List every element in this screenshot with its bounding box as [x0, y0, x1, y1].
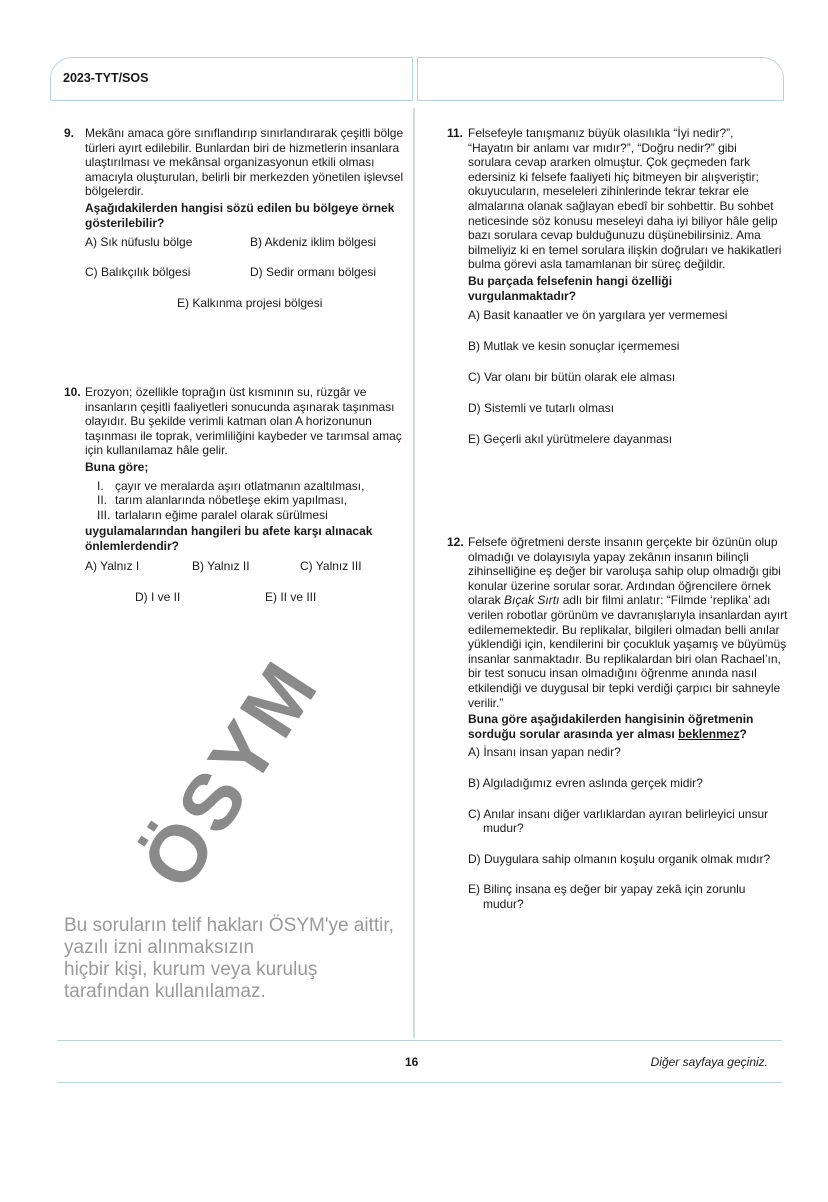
option-b[interactable]: B) Mutlak ve kesin sonuçlar içermemesi	[468, 339, 680, 354]
question-stem: uygulamalarından hangileri bu afete karşı alınacak önlemlerdendir?	[85, 524, 373, 553]
statement-item	[97, 479, 404, 494]
statement-text: tarlaların eğime paralel olarak sürülmesi	[115, 507, 328, 522]
question-text: Erozyon; özellikle toprağın üst kısmının su, rüzgâr ve insanların çeşitli faaliyetleri sonucunda aşınarak taşınması olayıdır. Bu şekilde verimli katman olan A horizonunun taşınması ile toprak, verimliliğini kaybeder ve tarımsal amaç için kullanılamaz hâle gelir.	[85, 385, 402, 458]
question-stem	[468, 712, 797, 741]
question-number: 9.	[64, 126, 75, 140]
options-list	[468, 745, 797, 911]
option-c[interactable]: C) Var olanı bir bütün olarak ele alması	[468, 370, 676, 385]
statement-text: çayır ve meralarda aşırı otlatmanın azaltılması,	[115, 478, 365, 493]
option-c[interactable]: C) Anılar insanı diğer varlıklardan ayıran belirleyici unsur mudur?	[468, 806, 769, 836]
question-lead: Buna göre;	[85, 459, 149, 474]
option-a[interactable]: A) Sık nüfuslu bölge	[85, 235, 193, 250]
column-divider	[413, 108, 415, 1038]
question-text: Mekânı amaca göre sınıflandırıp sınırlandırarak çeşitli bölge türleri ayırt edilebilir. Bunlardan biri de hizmetlerin insanlara ulaştırılması ve mekânsal organizasyonun etkili olması amacıyla oluşturulan, belirli bir merkezden yönetilen işlevsel bölgelerdir.	[85, 126, 404, 199]
exam-code: 2023-TYT/SOS	[63, 71, 149, 85]
option-e[interactable]: E) Geçerli akıl yürütmelere dayanması	[468, 432, 673, 447]
header-right-box	[417, 57, 784, 101]
next-page-note: Diğer sayfaya geçiniz.	[650, 1055, 768, 1069]
question-10	[64, 385, 404, 614]
statement-item	[97, 493, 404, 508]
option-d[interactable]: D) Sedir ormanı bölgesi	[250, 265, 377, 280]
option-a[interactable]: A) Basit kanaatler ve ön yargılara yer vermemesi	[468, 308, 728, 323]
option-e[interactable]: E) II ve III	[265, 589, 317, 604]
statement-list	[97, 479, 404, 523]
option-a[interactable]: A) İnsanı insan yapan nedir?	[468, 745, 621, 760]
watermark-copyright	[64, 915, 404, 1003]
question-number: 10.	[64, 385, 81, 399]
question-text: Felsefeyle tanışmanız büyük olasılıkla “İyi nedir?”, “Hayatın bir anlamı var mıdır?”, “Doğru nedir?” gibi sorulara cevap ararken olmuştur. Çok geçmeden fark edersiniz ki felsefe faaliyeti hiç bitmeyen bir alışveriştir; okuyucuların, meseleleri zihinlerinde tekrar tekrar ele almalarına olanak sağlayan ebedî bir sohbettir. Bu sohbet neticesinde söz konusu meseleyi daha iyi biliyor hâle gelip bazı sorulara cevap bulduğunuzu düşünebilirsiniz. Ama bilmeliyiz ki en temel sorulara ilişkin doğruları ve hakikatleri bulma görevi asla tamamlanan bir süreç değildir.	[468, 126, 782, 272]
question-stem: Bu parçada felsefenin hangi özelliği vurgulanmaktadır?	[468, 273, 673, 303]
option-c[interactable]: C) Yalnız III	[300, 558, 362, 573]
question-number: 11.	[447, 126, 464, 140]
statement-numeral: I.	[97, 478, 104, 493]
statement-numeral: II.	[97, 493, 108, 508]
option-d[interactable]: D) Sistemli ve tutarlı olması	[468, 401, 615, 416]
statement-text: tarım alanlarında nöbetleşe ekim yapılması,	[115, 493, 348, 508]
option-e[interactable]: E) Kalkınma projesi bölgesi	[177, 296, 323, 311]
header-left-box	[50, 57, 413, 101]
page-number: 16	[405, 1055, 419, 1069]
option-d[interactable]: D) Duygulara sahip olmanın koşulu organik olmak mıdır?	[468, 851, 771, 866]
negation-keyword: beklenmez	[678, 726, 740, 741]
film-title: Bıçak Sırtı	[504, 593, 560, 608]
stem-part: ?	[739, 726, 747, 741]
footer-top-line	[57, 1040, 782, 1041]
question-text-part: Felsefe öğretmeni derste insanın gerçekte bir özünün olup olmadığı ve dolayısıyla yapay zekânın insanın bilinçli zihinselliğine eş değer bir varoluşa sahip olup olmadığı gibi konular üzerine sorular sorar. Ardından öğrencilere örnek olarak	[468, 535, 781, 608]
option-c[interactable]: C) Balıkçılık bölgesi	[85, 265, 191, 280]
footer-bottom-line	[57, 1082, 782, 1083]
question-number: 12.	[447, 535, 464, 549]
watermark-copyright-line1: Bu soruların telif hakları ÖSYM'ye aittir, yazılı izni alınmaksızın	[64, 915, 394, 958]
question-text-part: adlı bir filmi anlatır: “Filmde ‘replika’ adı verilen robotlar görünüm ve davranışlarıyla insanlardan ayırt edilememektedir. Bu replikalar, bilgileri olmadan belli anılar yüklendiği için, kendilerini bir çocukluk yaşamış ve büyümüş insanlar sanmaktadır. Bu replikalardan biri olan Rachael’ın, bir test sonucu insan olmadığını öğrenme anında nasıl etkilendiği ve duygusal bir tepki verdiği çarpıcı bir sahneyle verilir.”	[468, 593, 788, 710]
watermark-logo: ÖSYM	[124, 644, 336, 904]
statement-numeral: III.	[97, 507, 111, 522]
option-b[interactable]: B) Algıladığımız evren aslında gerçek midir?	[468, 775, 703, 790]
question-9	[64, 126, 404, 320]
watermark-copyright-line2: hiçbir kişi, kurum veya kuruluş tarafından kullanılamaz.	[64, 959, 318, 1002]
option-d[interactable]: D) I ve II	[135, 589, 181, 604]
stem-part: Buna göre aşağıdakilerden hangisinin öğretmenin sorduğu sorular arasında yer alması	[468, 712, 754, 741]
option-e[interactable]: E) Bilinç insana eş değer bir yapay zekâ için zorunlu mudur?	[468, 882, 746, 911]
question-12	[447, 535, 797, 911]
option-a[interactable]: A) Yalnız I	[85, 558, 140, 573]
question-text	[468, 535, 797, 710]
question-stem: Aşağıdakilerden hangisi sözü edilen bu bölgeye örnek gösterilebilir?	[85, 200, 395, 230]
question-11	[447, 126, 782, 463]
option-b[interactable]: B) Yalnız II	[192, 558, 250, 573]
option-b[interactable]: B) Akdeniz iklim bölgesi	[250, 235, 377, 250]
statement-item	[97, 508, 404, 523]
